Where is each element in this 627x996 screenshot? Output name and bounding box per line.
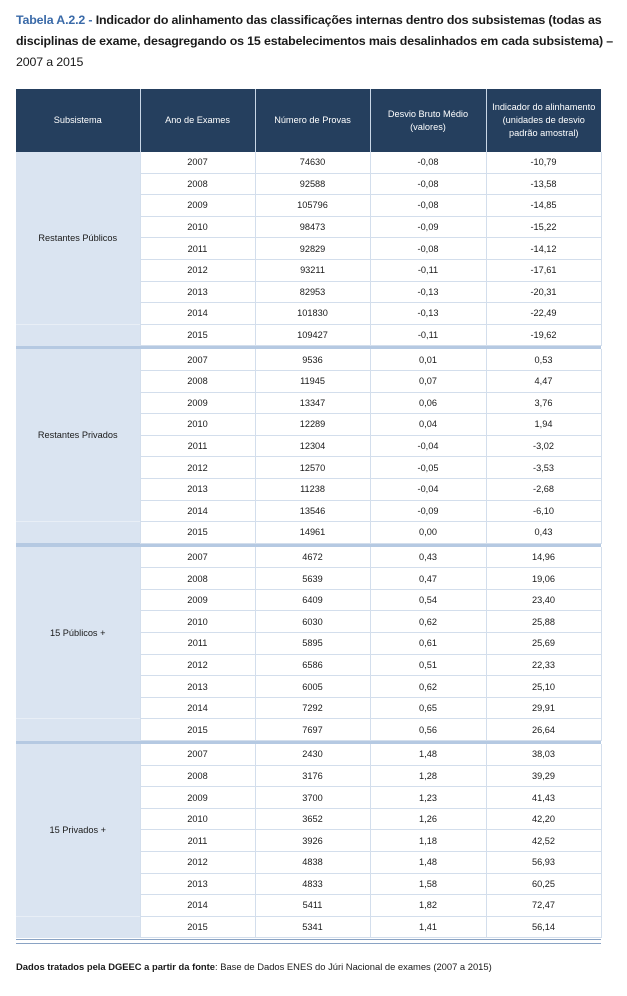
year-cell: 2008 [140, 173, 255, 195]
indicador-cell: -10,79 [486, 152, 601, 173]
table-body [16, 152, 601, 938]
desvio-cell: -0,08 [370, 152, 486, 173]
table-row [16, 744, 601, 765]
desvio-cell: 1,48 [370, 744, 486, 765]
num-provas-cell: 13347 [255, 392, 370, 414]
num-provas-cell: 74630 [255, 152, 370, 173]
num-provas-cell: 9536 [255, 349, 370, 370]
num-provas-cell: 7697 [255, 719, 370, 741]
indicador-cell: 42,52 [486, 830, 601, 852]
year-cell: 2009 [140, 195, 255, 217]
desvio-cell: 0,43 [370, 547, 486, 568]
year-cell: 2014 [140, 895, 255, 917]
desvio-cell: 0,51 [370, 654, 486, 676]
indicador-cell: -6,10 [486, 500, 601, 522]
desvio-cell: 1,48 [370, 852, 486, 874]
year-cell: 2011 [140, 830, 255, 852]
subsistema-cell: Restantes Públicos [16, 152, 140, 324]
num-provas-cell: 105796 [255, 195, 370, 217]
year-cell: 2015 [140, 522, 255, 544]
num-provas-cell: 12289 [255, 414, 370, 436]
source-note [16, 961, 492, 972]
table-row [16, 522, 601, 544]
year-cell: 2009 [140, 787, 255, 809]
desvio-cell: 0,61 [370, 633, 486, 655]
indicador-cell: -19,62 [486, 324, 601, 346]
num-provas-cell: 6030 [255, 611, 370, 633]
indicador-cell: 42,20 [486, 808, 601, 830]
indicador-cell: 72,47 [486, 895, 601, 917]
num-provas-cell: 3926 [255, 830, 370, 852]
num-provas-cell: 109427 [255, 324, 370, 346]
source-text: : Base de Dados ENES do Júri Nacional de exames (2007 a 2015) [215, 961, 492, 972]
year-cell: 2014 [140, 697, 255, 719]
table-row [16, 152, 601, 173]
subsistema-cell-empty [16, 719, 140, 741]
indicador-cell: 1,94 [486, 414, 601, 436]
subsistema-cell: 15 Públicos + [16, 547, 140, 719]
num-provas-cell: 5341 [255, 916, 370, 938]
year-cell: 2010 [140, 611, 255, 633]
table-title: Indicador do alinhamento das classificações internas dentro dos subsistemas (todas as disciplinas de exame, desagregando os 15 estabelecimentos mais desalinhados em cada subsistema) – [16, 13, 613, 48]
desvio-cell: -0,08 [370, 195, 486, 217]
desvio-cell: -0,05 [370, 457, 486, 479]
num-provas-cell: 6409 [255, 589, 370, 611]
year-cell: 2015 [140, 324, 255, 346]
desvio-cell: 0,54 [370, 589, 486, 611]
num-provas-cell: 3652 [255, 808, 370, 830]
indicador-cell: -15,22 [486, 216, 601, 238]
desvio-cell: 0,47 [370, 568, 486, 590]
table-row [16, 349, 601, 370]
year-cell: 2013 [140, 281, 255, 303]
year-cell: 2012 [140, 852, 255, 874]
indicador-cell: 56,93 [486, 852, 601, 874]
desvio-cell: -0,13 [370, 281, 486, 303]
num-provas-cell: 4838 [255, 852, 370, 874]
num-provas-cell: 11945 [255, 370, 370, 392]
indicador-cell: 0,53 [486, 349, 601, 370]
table-row [16, 324, 601, 346]
alignment-table [16, 89, 602, 938]
subsistema-cell-empty [16, 324, 140, 346]
table-caption [16, 10, 616, 73]
indicador-cell: 14,96 [486, 547, 601, 568]
num-provas-cell: 13546 [255, 500, 370, 522]
indicador-cell: 0,43 [486, 522, 601, 544]
year-cell: 2012 [140, 457, 255, 479]
table-number: Tabela A.2.2 - [16, 13, 93, 27]
header-subsistema: Subsistema [16, 89, 140, 152]
year-cell: 2008 [140, 370, 255, 392]
header-indicador: Indicador do alinhamento (unidades de desvio padrão amostral) [486, 89, 601, 152]
header-ano-exames: Ano de Exames [140, 89, 255, 152]
num-provas-cell: 101830 [255, 303, 370, 325]
year-cell: 2011 [140, 435, 255, 457]
year-cell: 2012 [140, 654, 255, 676]
desvio-cell: 1,28 [370, 765, 486, 787]
year-cell: 2012 [140, 259, 255, 281]
year-cell: 2007 [140, 349, 255, 370]
indicador-cell: 41,43 [486, 787, 601, 809]
indicador-cell: 26,64 [486, 719, 601, 741]
indicador-cell: 60,25 [486, 873, 601, 895]
num-provas-cell: 5639 [255, 568, 370, 590]
indicador-cell: 25,69 [486, 633, 601, 655]
indicador-cell: 4,47 [486, 370, 601, 392]
desvio-cell: 1,58 [370, 873, 486, 895]
desvio-cell: 1,23 [370, 787, 486, 809]
num-provas-cell: 7292 [255, 697, 370, 719]
source-label: Dados tratados pela DGEEC a partir da fonte [16, 961, 215, 972]
header-desvio-bruto: Desvio Bruto Médio (valores) [370, 89, 486, 152]
num-provas-cell: 82953 [255, 281, 370, 303]
num-provas-cell: 12304 [255, 435, 370, 457]
indicador-cell: -3,02 [486, 435, 601, 457]
year-cell: 2015 [140, 719, 255, 741]
year-cell: 2011 [140, 633, 255, 655]
subsistema-cell-empty [16, 522, 140, 544]
desvio-cell: 0,01 [370, 349, 486, 370]
num-provas-cell: 5895 [255, 633, 370, 655]
year-cell: 2009 [140, 392, 255, 414]
desvio-cell: 1,41 [370, 916, 486, 938]
desvio-cell: -0,04 [370, 435, 486, 457]
num-provas-cell: 3176 [255, 765, 370, 787]
num-provas-cell: 4672 [255, 547, 370, 568]
year-cell: 2010 [140, 216, 255, 238]
desvio-cell: 0,07 [370, 370, 486, 392]
desvio-cell: 0,62 [370, 676, 486, 698]
indicador-cell: 25,10 [486, 676, 601, 698]
year-cell: 2008 [140, 765, 255, 787]
indicador-cell: -14,85 [486, 195, 601, 217]
table-period: 2007 a 2015 [16, 55, 84, 69]
indicador-cell: 38,03 [486, 744, 601, 765]
year-cell: 2009 [140, 589, 255, 611]
desvio-cell: -0,13 [370, 303, 486, 325]
desvio-cell: 0,04 [370, 414, 486, 436]
num-provas-cell: 6586 [255, 654, 370, 676]
num-provas-cell: 93211 [255, 259, 370, 281]
year-cell: 2013 [140, 873, 255, 895]
indicador-cell: -22,49 [486, 303, 601, 325]
desvio-cell: -0,11 [370, 259, 486, 281]
year-cell: 2010 [140, 414, 255, 436]
header-numero-provas: Número de Provas [255, 89, 370, 152]
year-cell: 2013 [140, 676, 255, 698]
year-cell: 2007 [140, 152, 255, 173]
year-cell: 2015 [140, 916, 255, 938]
indicador-cell: -13,58 [486, 173, 601, 195]
indicador-cell: 19,06 [486, 568, 601, 590]
indicador-cell: 22,33 [486, 654, 601, 676]
table-row [16, 916, 601, 938]
num-provas-cell: 12570 [255, 457, 370, 479]
indicador-cell: 39,29 [486, 765, 601, 787]
indicador-cell: 3,76 [486, 392, 601, 414]
desvio-cell: 1,26 [370, 808, 486, 830]
indicador-cell: 23,40 [486, 589, 601, 611]
desvio-cell: -0,08 [370, 173, 486, 195]
num-provas-cell: 5411 [255, 895, 370, 917]
desvio-cell: 0,56 [370, 719, 486, 741]
desvio-cell: 1,82 [370, 895, 486, 917]
table-row [16, 547, 601, 568]
desvio-cell: -0,09 [370, 216, 486, 238]
desvio-cell: -0,11 [370, 324, 486, 346]
indicador-cell: 29,91 [486, 697, 601, 719]
subsistema-cell: 15 Privados + [16, 744, 140, 916]
subsistema-cell: Restantes Privados [16, 349, 140, 521]
desvio-cell: 0,00 [370, 522, 486, 544]
num-provas-cell: 14961 [255, 522, 370, 544]
indicador-cell: -14,12 [486, 238, 601, 260]
desvio-cell: 1,18 [370, 830, 486, 852]
desvio-cell: -0,09 [370, 500, 486, 522]
year-cell: 2010 [140, 808, 255, 830]
indicador-cell: -17,61 [486, 259, 601, 281]
num-provas-cell: 11238 [255, 478, 370, 500]
year-cell: 2011 [140, 238, 255, 260]
indicador-cell: 56,14 [486, 916, 601, 938]
num-provas-cell: 3700 [255, 787, 370, 809]
table-bottom-rule [16, 939, 601, 944]
year-cell: 2014 [140, 303, 255, 325]
num-provas-cell: 2430 [255, 744, 370, 765]
indicador-cell: 25,88 [486, 611, 601, 633]
num-provas-cell: 98473 [255, 216, 370, 238]
header-row [16, 89, 601, 152]
year-cell: 2014 [140, 500, 255, 522]
indicador-cell: -20,31 [486, 281, 601, 303]
desvio-cell: -0,08 [370, 238, 486, 260]
year-cell: 2008 [140, 568, 255, 590]
table-row [16, 719, 601, 741]
indicador-cell: -2,68 [486, 478, 601, 500]
num-provas-cell: 92829 [255, 238, 370, 260]
subsistema-cell-empty [16, 916, 140, 938]
year-cell: 2007 [140, 744, 255, 765]
num-provas-cell: 92588 [255, 173, 370, 195]
desvio-cell: 0,65 [370, 697, 486, 719]
year-cell: 2007 [140, 547, 255, 568]
desvio-cell: 0,62 [370, 611, 486, 633]
indicador-cell: -3,53 [486, 457, 601, 479]
num-provas-cell: 6005 [255, 676, 370, 698]
desvio-cell: -0,04 [370, 478, 486, 500]
num-provas-cell: 4833 [255, 873, 370, 895]
desvio-cell: 0,06 [370, 392, 486, 414]
year-cell: 2013 [140, 478, 255, 500]
